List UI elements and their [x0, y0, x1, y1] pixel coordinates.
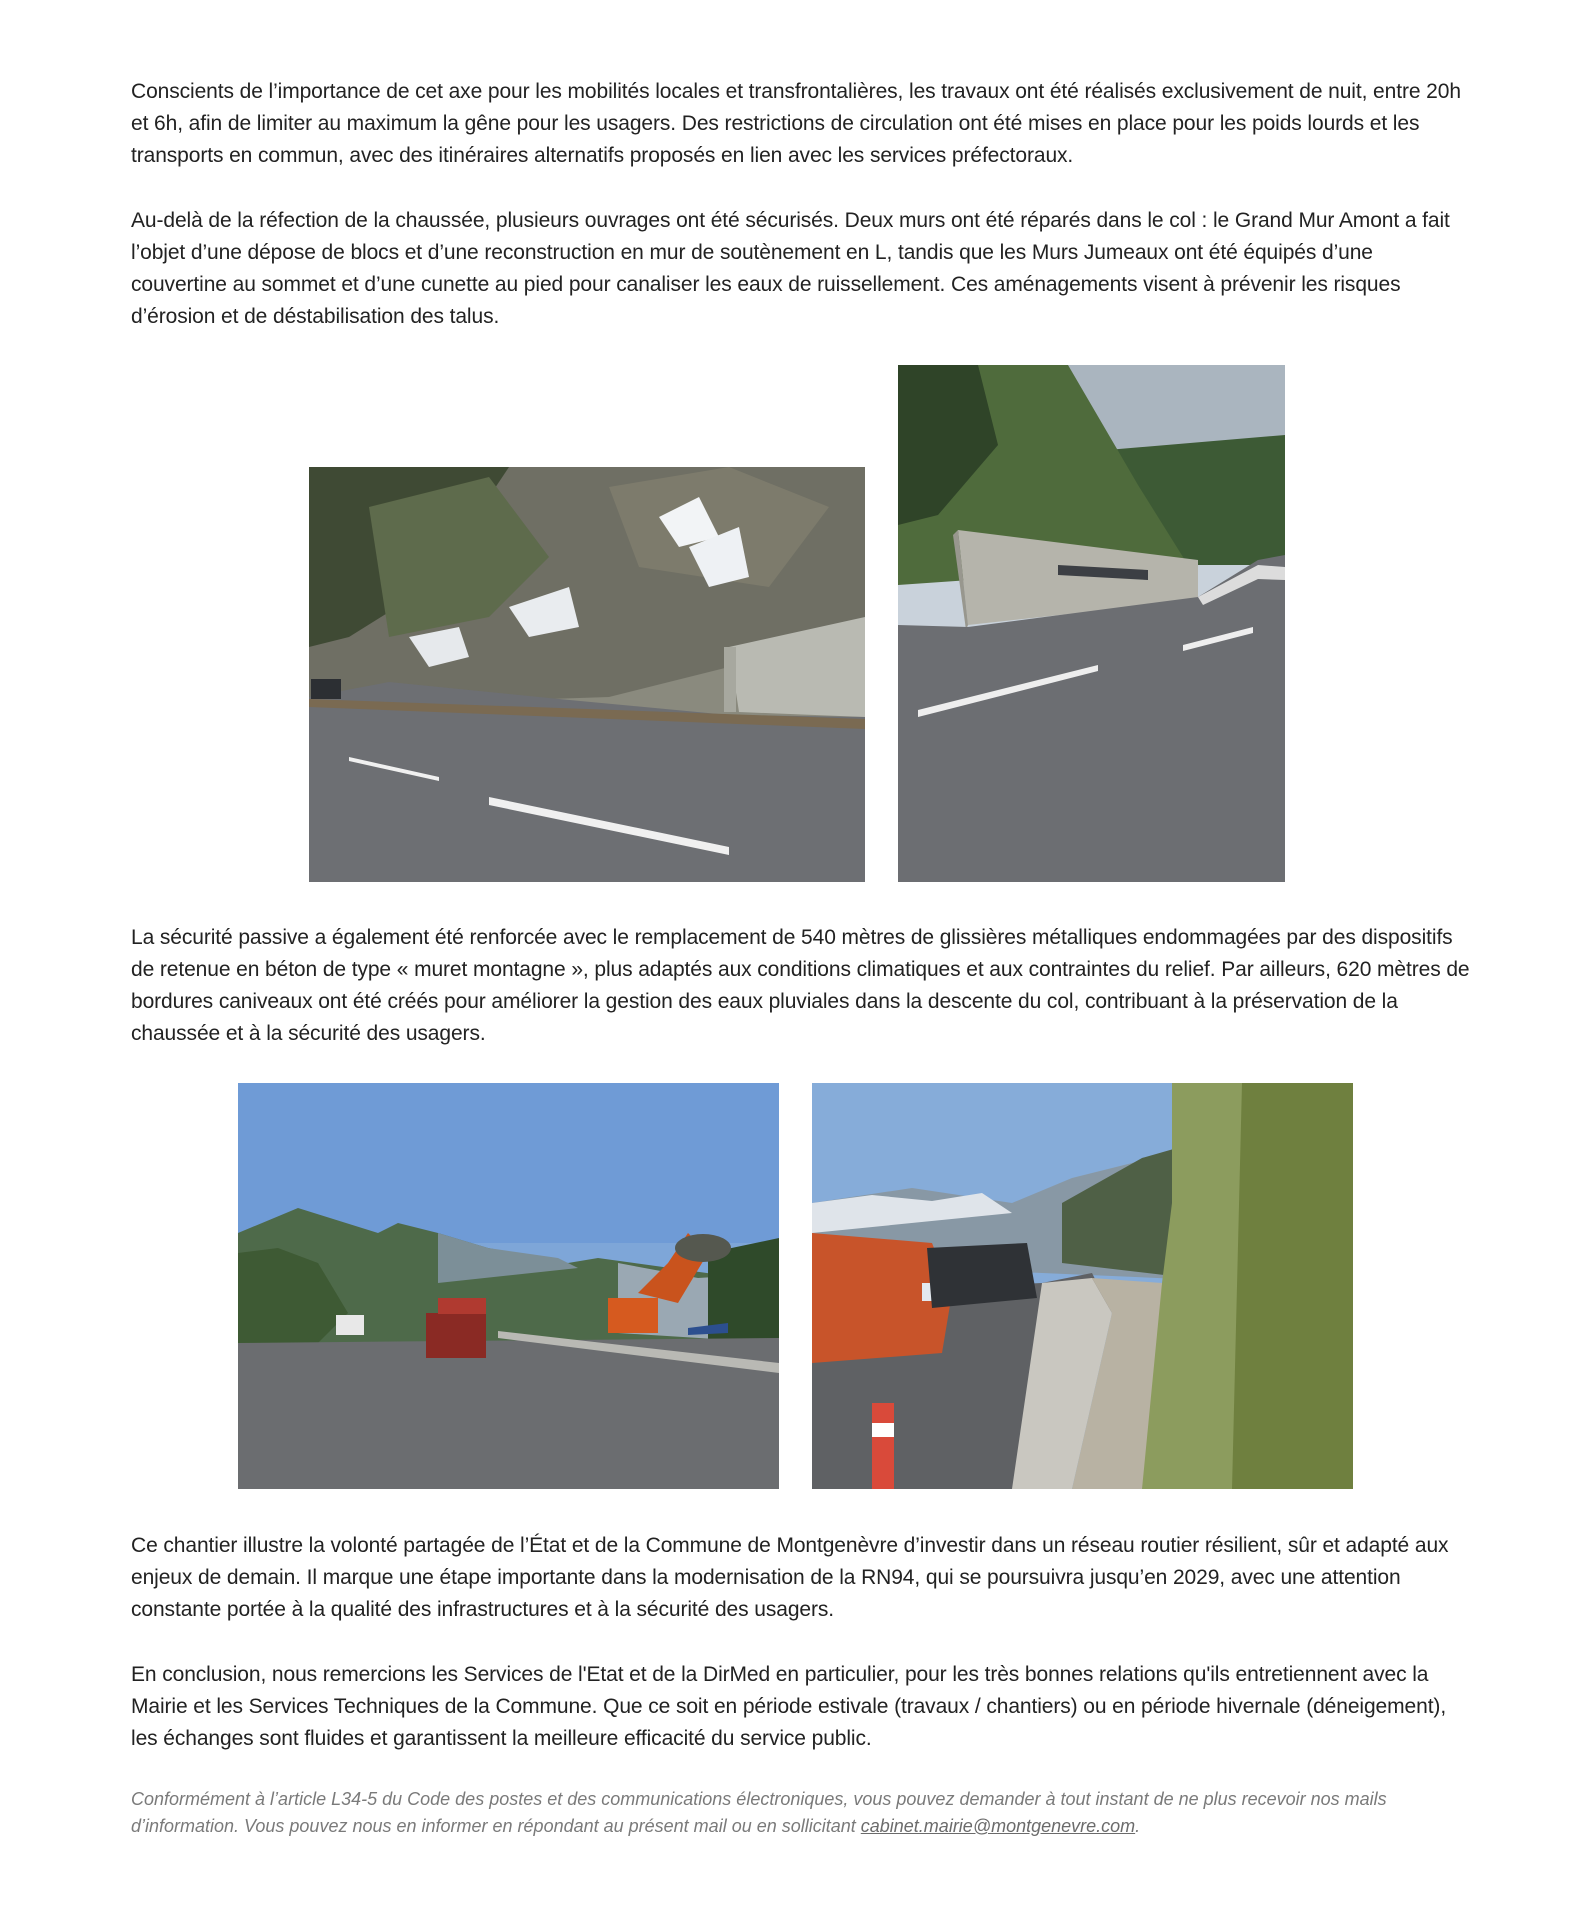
- legal-footer: [131, 1786, 1471, 1840]
- paragraph-walls-repair: Au-delà de la réfection de la chaussée, plusieurs ouvrages ont été sécurisés. Deux murs ont été réparés dans le col : le Grand Mur Amont a fait l’objet d’une dépose de blocs et d’une reconstruction en mur de soutènement en L, tandis que les Murs Jumeaux ont été équipés d’une couvertine au sommet et d’une cunette au pied pour canaliser les eaux de ruissellement. Ces aménagements visent à prévenir les risques d’érosion et de déstabilisation des talus.: [131, 209, 1450, 328]
- photo-cars-drainage: [812, 1083, 1353, 1489]
- paragraph-passive-safety: La sécurité passive a également été renforcée avec le remplacement de 540 mètres de glissières métalliques endommagées par des dispositifs de retenue en béton de type « muret montagne », plus adaptés aux conditions climatiques et aux contraintes du relief. Par ailleurs, 620 mètres de bordures caniveaux ont été créés pour améliorer la gestion des eaux pluviales dans la descente du col, contribuant à la préservation de la chaussée et à la sécurité des usagers.: [131, 926, 1470, 1045]
- footer-text: Conformément à l’article L34-5 du Code des postes et des communications électroniques, vous pouvez demander à tout instant de ne plus recevoir nos mails d’information. Vous pouvez nous en informer en répondant au présent mail ou en sollicitant: [131, 1789, 1387, 1836]
- paragraph-thanks: En conclusion, nous remercions les Services de l'Etat et de la DirMed en particulier, pour les très bonnes relations qu'ils entretiennent avec la Mairie et les Services Techniques de la Commune. Que ce soit en période estivale (travaux / chantiers) ou en période hivernale (déneigement), les échanges sont fluides et garantissent la meilleure efficacité du service public.: [131, 1663, 1447, 1750]
- photo-curved-road-wall: [898, 365, 1285, 882]
- photo-trucks-excavator: [238, 1083, 779, 1489]
- photo-slope-retaining-wall: [309, 467, 865, 882]
- footer-end: .: [1135, 1816, 1141, 1836]
- paragraph-night-works: Conscients de l’importance de cet axe pour les mobilités locales et transfrontalières, les travaux ont été réalisés exclusivement de nuit, entre 20h et 6h, afin de limiter au maximum la gêne pour les usagers. Des restrictions de circulation ont été mises en place pour les poids lourds et les transports en commun, avec des itinéraires alternatifs proposés en lien avec les services préfectoraux.: [131, 80, 1461, 167]
- paragraph-conclusion-state: Ce chantier illustre la volonté partagée de l’État et de la Commune de Montgenèvre d’investir dans un réseau routier résilient, sûr et adapté aux enjeux de demain. Il marque une étape importante dans la modernisation de la RN94, qui se poursuivra jusqu’en 2029, avec une attention constante portée à la qualité des infrastructures et à la sécurité des usagers.: [131, 1534, 1449, 1621]
- email-link[interactable]: cabinet.mairie@montgenevre.com: [860, 1816, 1136, 1836]
